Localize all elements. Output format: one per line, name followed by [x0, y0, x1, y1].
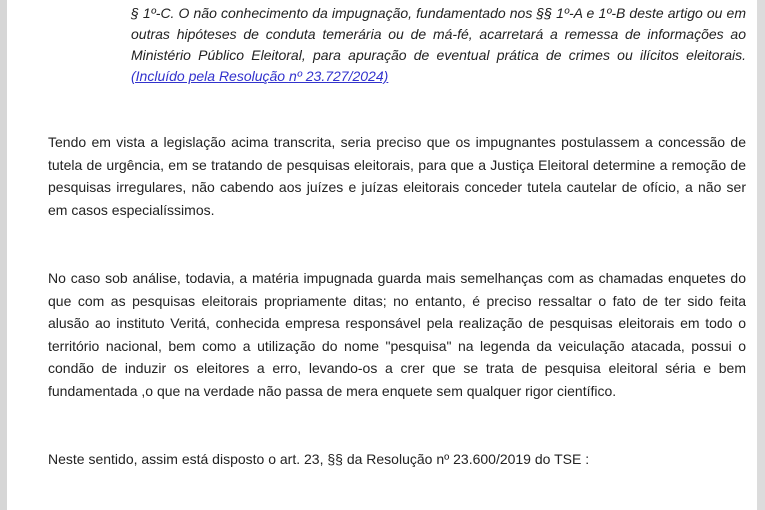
paragraph-caso-sob-analise: No caso sob análise, todavia, a matéria impugnada guarda mais semelhanças com as chamadas enquetes do que com as pesquisas eleitorais propriamente ditas; no entanto, é preciso ressaltar o fato de ter sido feita alusão ao instituto Veritá, conhecida empresa responsável pela realização de pesquisas eleitorais em todo o território nacional, bem como a utilização do nome "pesquisa" na legenda da veiculação atacada, possui o condão de induzir os eleitores a erro, levando-os a crer que se trata de pesquisa eleitoral séria e bem fundamentada ,o que na verdade não passa de mera enquete sem qualquer rigor científico.: [48, 270, 746, 399]
resolution-link[interactable]: (Incluído pela Resolução nº 23.727/2024): [131, 68, 389, 84]
statute-quote-paragraph: [131, 3, 746, 87]
statute-quote-text: § 1º-C. O não conhecimento da impugnação, fundamentado nos §§ 1º-A e 1º-B deste artigo ou em outras hipóteses de conduta temerária ou de má-fé, acarretará a remessa de informações ao Ministério Público Eleitoral, para apuração de eventual prática de crimes ou ilícitos eleitorais.: [131, 5, 746, 63]
paragraph-neste-sentido: Neste sentido, assim está disposto o art. 23, §§ da Resolução nº 23.600/2019 do TSE :: [48, 451, 590, 467]
paragraph-tutela-urgencia: Tendo em vista a legislação acima transcrita, seria preciso que os impugnantes postulassem a concessão de tutela de urgência, em se tratando de pesquisas eleitorais, para que a Justiça Eleitoral determine a remoção de pesquisas irregulares, não cabendo aos juízes e juízas eleitorais conceder tutela cautelar de ofício, a não ser em casos especialíssimos.: [48, 134, 746, 218]
page-right-edge: [757, 0, 765, 510]
document-page: [7, 0, 757, 510]
page-left-edge: [0, 0, 7, 510]
